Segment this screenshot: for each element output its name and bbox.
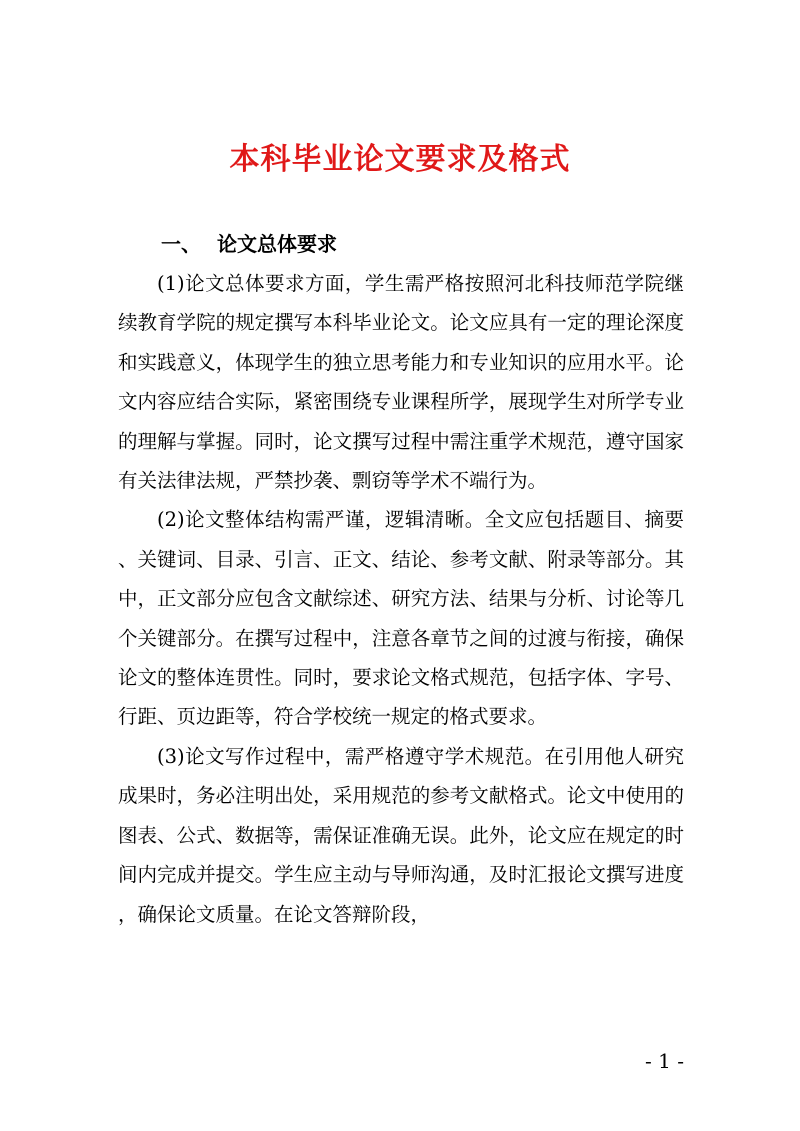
- document-title: 本科毕业论文要求及格式: [229, 142, 571, 177]
- paragraph-2: (2)论文整体结构需严谨，逻辑清晰。全文应包括题目、摘要、关键词、目录、引言、正文、结论、参考文献、附录等部分。其中，正文部分应包含文献综述、研究方法、结果与分析、讨论等几个关键部分。在撰写过程中，注意各章节之间的过渡与衔接，确保论文的整体连贯性。同时，要求论文格式规范，包括字体、字号、行距、页边距等，符合学校统一规定的格式要求。: [118, 508, 684, 729]
- page-number: - 1 -: [645, 1049, 684, 1073]
- paragraph-3: (3)论文写作过程中，需严格遵守学术规范。在引用他人研究成果时，务必注明出处，采用规范的参考文献格式。论文中使用的图表、公式、数据等，需保证准确无误。此外，论文应在规定的时间内完成并提交。学生应主动与导师沟通，及时汇报论文撰写进度，确保论文质量。在论文答辩阶段，: [118, 744, 684, 926]
- section-heading: [161, 226, 337, 262]
- paragraph-1: (1)论文总体要求方面，学生需严格按照河北科技师范学院继续教育学院的规定撰写本科毕业论文。论文应具有一定的理论深度和实践意义，体现学生的独立思考能力和专业知识的应用水平。论文内容应结合实际，紧密围绕专业课程所学，展现学生对所学专业的理解与掌握。同时，论文撰写过程中需注重学术规范，遵守国家有关法律法规，严禁抄袭、剽窃等学术不端行为。: [118, 272, 684, 493]
- section-title: 论文总体要求: [217, 232, 337, 256]
- body-text: [118, 264, 684, 934]
- section-number: 一、: [161, 232, 201, 256]
